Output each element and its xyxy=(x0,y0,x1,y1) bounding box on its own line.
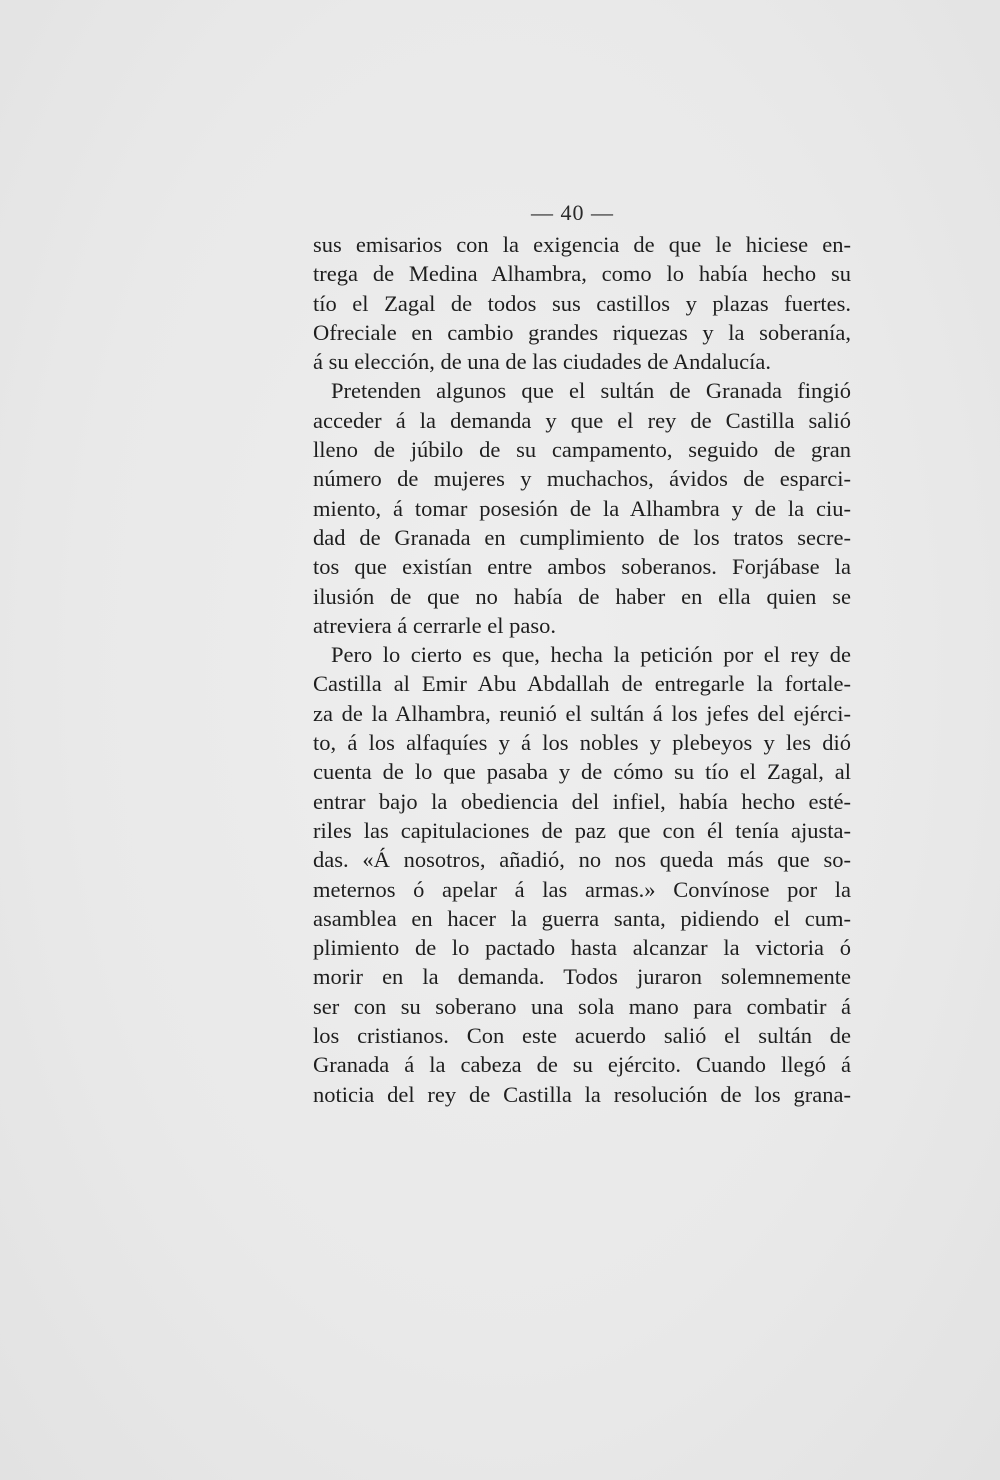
text-line: morir en la demanda. Todos juraron solemnemente xyxy=(313,964,851,990)
text-line: trega de Medina Alhambra, como lo había hecho su xyxy=(313,261,851,287)
text-line: cuenta de lo que pasaba y de cómo su tío el Zagal, al xyxy=(313,759,851,785)
body-text xyxy=(313,230,851,1109)
text-line: asamblea en hacer la guerra santa, pidiendo el cum- xyxy=(313,905,851,931)
text-line: za de la Alhambra, reunió el sultán á los jefes del ejérci- xyxy=(313,700,851,726)
text-line: acceder á la demanda y que el rey de Castilla salió xyxy=(313,407,851,433)
text-line: miento, á tomar posesión de la Alhambra y de la ciu- xyxy=(313,495,851,521)
text-line: plimiento de lo pactado hasta alcanzar la victoria ó xyxy=(313,935,851,961)
text-line: ser con su soberano una sola mano para combatir á xyxy=(313,993,851,1019)
text-line: sus emisarios con la exigencia de que le hiciese en- xyxy=(313,232,851,257)
text-line: meternos ó apelar á las armas.» Convínose por la xyxy=(313,876,851,902)
text-line: número de mujeres y muchachos, ávidos de esparci- xyxy=(313,466,851,492)
text-line: Ofreciale en cambio grandes riquezas y la soberanía, xyxy=(313,319,851,345)
text-line: entrar bajo la obediencia del infiel, había hecho esté- xyxy=(313,788,851,814)
text-line: tos que existían entre ambos soberanos. Forjábase la xyxy=(313,554,851,580)
text-line: Granada á la cabeza de su ejército. Cuando llegó á xyxy=(313,1052,851,1078)
text-line: noticia del rey de Castilla la resolución de los grana- xyxy=(313,1081,851,1107)
text-line: ilusión de que no había de haber en ella quien se xyxy=(313,583,851,609)
text-line: dad de Granada en cumplimiento de los tratos secre- xyxy=(313,524,851,550)
text-line: to, á los alfaquíes y á los nobles y plebeyos y les dió xyxy=(313,730,851,756)
page-number: — 40 — xyxy=(531,200,614,225)
text-line: los cristianos. Con este acuerdo salió el sultán de xyxy=(313,1023,851,1049)
text-line: tío el Zagal de todos sus castillos y plazas fuertes. xyxy=(313,290,851,316)
text-line: riles las capitulaciones de paz que con él tenía ajusta- xyxy=(313,817,851,843)
text-line: Pero lo cierto es que, hecha la petición por el rey de xyxy=(331,642,851,668)
text-line: Pretenden algunos que el sultán de Granada fingió xyxy=(331,378,851,404)
text-line: atreviera á cerrarle el paso. xyxy=(313,612,556,638)
text-line: á su elección, de una de las ciudades de Andalucía. xyxy=(313,349,771,375)
text-line: das. «Á nosotros, añadió, no nos queda más que so- xyxy=(313,847,851,873)
text-line: lleno de júbilo de su campamento, seguido de gran xyxy=(313,437,851,463)
text-line: Castilla al Emir Abu Abdallah de entregarle la fortale- xyxy=(313,671,851,697)
